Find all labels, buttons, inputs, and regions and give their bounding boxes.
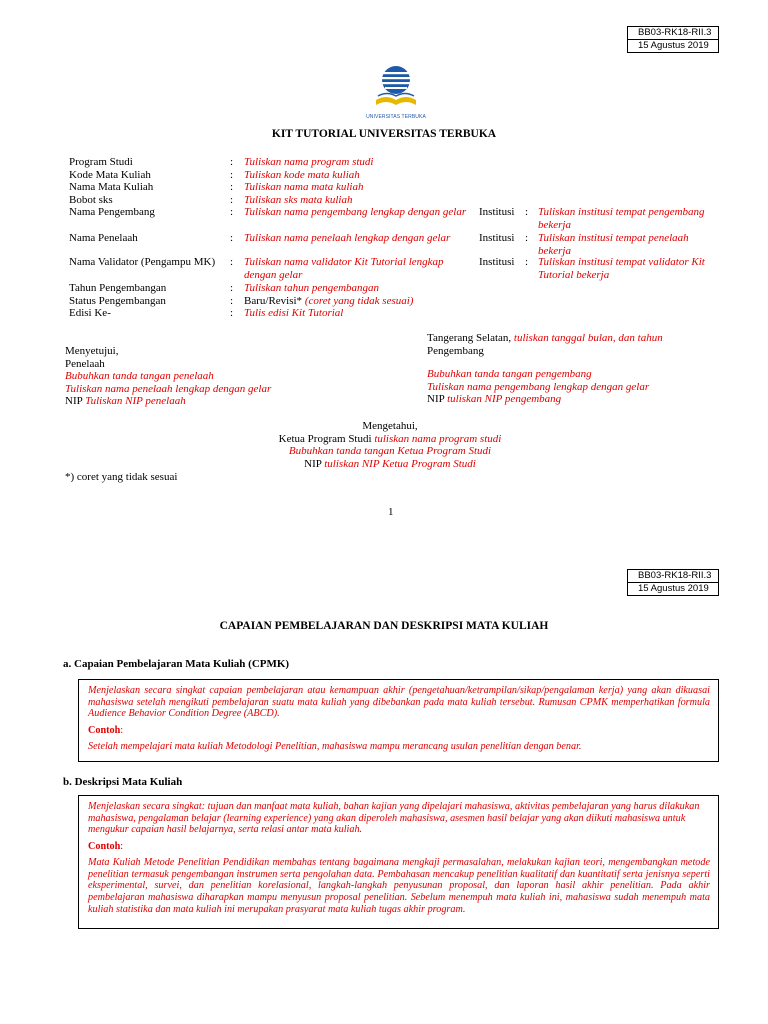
pengembang-nip bbox=[427, 393, 727, 406]
field-value-pengembang: Tuliskan nama pengembang lengkap dengan gelar bbox=[244, 206, 467, 218]
example-label: Contoh bbox=[88, 725, 121, 737]
field-value-edisi: Tulis edisi Kit Tutorial bbox=[244, 307, 344, 319]
pengembang-sign: Bubuhkan tanda tangan pengembang bbox=[427, 368, 592, 381]
field-colon: : bbox=[230, 256, 234, 268]
nip-label: NIP bbox=[65, 395, 83, 408]
document-code: BB03-RK18-RII.3 bbox=[638, 570, 712, 581]
institusi-value-pengembang: Tuliskan institusi tempat pengembang bekerja bbox=[538, 206, 705, 231]
kaprodi-role bbox=[180, 433, 600, 446]
field-colon: : bbox=[525, 232, 529, 244]
penelaah-name: Tuliskan nama penelaah lengkap dengan gelar bbox=[65, 382, 272, 395]
identity-table bbox=[69, 156, 719, 326]
deskripsi-example: Mata Kuliah Metode Penelitian Pendidikan membahas tentang bagaimana mengkaji permasalahan, melakukan kajian teori, mengembangkan metode penelitian termasuk pengembangan instrumen serta pengolahan data. Pembahasan mencakup penelitian kualitatif dan kuantitatif serta jenisnya seperti eksperimental, survei, dan penelitian korelasional, langkah-langkah penyusunan proposal, dan laporan hasil akhir penelitian. Pada akhir pembelajaran mahasiswa diharapkan mampu menyusun proposal penelitian. Sebelum menempuh mata kuliah ini, mahasiswa sudah menempuh mata kuliah statistika dan mata kuliah ini merupakan prasyarat mata kuliah tugas akhir program. bbox=[88, 856, 710, 915]
cpmk-example-label bbox=[88, 725, 710, 737]
pengembang-signature-block bbox=[427, 332, 727, 406]
field-value-bobot-sks: Tuliskan sks mata kuliah bbox=[244, 193, 353, 206]
field-value-tahun: Tuliskan tahun pengembangan bbox=[244, 282, 380, 294]
field-colon: : bbox=[230, 282, 234, 294]
institusi-label: Institusi bbox=[479, 206, 515, 218]
nip-label: NIP bbox=[427, 393, 445, 406]
field-value-penelaah: Tuliskan nama penelaah lengkap dengan gelar bbox=[244, 232, 451, 244]
kaprodi-role-label: Ketua Program Studi bbox=[278, 432, 372, 445]
field-label-validator: Nama Validator (Pengampu MK) bbox=[69, 256, 216, 268]
kaprodi-signature-block bbox=[180, 420, 600, 470]
field-value-nama-mk: Tuliskan nama mata kuliah bbox=[244, 181, 364, 193]
field-colon: : bbox=[230, 181, 234, 193]
document-code-box bbox=[627, 569, 719, 596]
field-label-edisi: Edisi Ke- bbox=[69, 307, 111, 319]
penelaah-nip-value: Tuliskan NIP penelaah bbox=[85, 395, 186, 408]
page2-title: CAPAIAN PEMBELAJARAN DAN DESKRIPSI MATA KULIAH bbox=[219, 620, 549, 632]
cpmk-description: Menjelaskan secara singkat capaian pembelajaran atau kemampuan akhir (pengetahuan/ketrampilan/sikap/pengalaman kerja) yang akan dikuasai mahasiswa setelah mengikuti pembelajaran suatu mata kuliah yang dibebankan pada mata kuliah tersebut. Rumusan CPMK memperhatikan formula Audience Behavior Condition Degree (ABCD). bbox=[88, 685, 710, 720]
logo-text: UNIVERSITAS TERBUKA bbox=[366, 114, 426, 120]
kaprodi-nip-value: tuliskan NIP Ketua Program Studi bbox=[324, 457, 476, 470]
page1-title: KIT TUTORIAL UNIVERSITAS TERBUKA bbox=[271, 128, 497, 140]
pengembang-name: Tuliskan nama pengembang lengkap dengan gelar bbox=[427, 380, 650, 393]
university-logo bbox=[365, 62, 427, 120]
pengembang-role: Pengembang bbox=[427, 344, 484, 357]
pengembang-nip-value: tuliskan NIP pengembang bbox=[447, 393, 562, 406]
page-number: 1 bbox=[388, 506, 394, 518]
place-date bbox=[427, 332, 727, 345]
place: Tangerang Selatan, bbox=[427, 332, 512, 344]
field-value-status bbox=[244, 295, 413, 308]
section-a-heading: a. Capaian Pembelajaran Mata Kuliah (CPMK) bbox=[63, 658, 290, 670]
field-label-bobot-sks: Bobot sks bbox=[69, 193, 113, 206]
footnote: *) coret yang tidak sesuai bbox=[65, 471, 178, 483]
field-label-nama-mk: Nama Mata Kuliah bbox=[69, 181, 154, 193]
field-colon: : bbox=[230, 193, 234, 206]
institusi-value-penelaah: Tuliskan institusi tempat penelaah bekerja bbox=[538, 232, 689, 257]
kaprodi-nip bbox=[180, 458, 600, 471]
field-value-kode-mk: Tuliskan kode mata kuliah bbox=[244, 168, 360, 181]
penelaah-nip bbox=[65, 395, 365, 408]
cpmk-example: Setelah mempelajari mata kuliah Metodologi Penelitian, mahasiswa mampu merancang usulan penelitian dengan benar. bbox=[88, 740, 582, 752]
field-colon: : bbox=[230, 307, 234, 319]
penelaah-role: Penelaah bbox=[65, 357, 105, 370]
document-date: 15 Agustus 2019 bbox=[628, 39, 718, 52]
example-colon: : bbox=[120, 841, 124, 853]
institusi-value-validator: Tuliskan institusi tempat validator Kit Tutorial bekerja bbox=[538, 256, 705, 281]
field-colon: : bbox=[230, 168, 234, 181]
document-code-box bbox=[627, 26, 719, 53]
field-colon: : bbox=[525, 206, 529, 218]
universitas-terbuka-logo-icon bbox=[365, 62, 427, 112]
field-colon: : bbox=[525, 256, 529, 268]
field-label-penelaah: Nama Penelaah bbox=[69, 232, 138, 244]
field-label-tahun: Tahun Pengembangan bbox=[69, 282, 167, 294]
field-colon: : bbox=[230, 206, 234, 218]
status-value: Baru/Revisi* bbox=[244, 294, 303, 307]
document-code: BB03-RK18-RII.3 bbox=[638, 27, 712, 38]
kaprodi-sign: Bubuhkan tanda tangan Ketua Program Studi bbox=[288, 445, 492, 458]
penelaah-sign: Bubuhkan tanda tangan penelaah bbox=[65, 370, 214, 383]
deskripsi-description: Menjelaskan secara singkat: tujuan dan manfaat mata kuliah, bahan kajian yang dipelajari mahasiswa, aktivitas pembelajaran yang harus dilakukan mahasiswa, pengalaman belajar (learning experience) yang akan diperoleh mahasiswa, asesmen hasil belajar yang akan diikuti mahasiswa untuk mengukur capaian hasil belajarnya, serta relasi antar mata kuliah. bbox=[88, 801, 700, 836]
example-colon: : bbox=[120, 725, 124, 737]
field-label-program-studi: Program Studi bbox=[69, 156, 133, 168]
field-value-program-studi: Tuliskan nama program studi bbox=[244, 156, 374, 168]
section-b-heading: b. Deskripsi Mata Kuliah bbox=[63, 776, 183, 788]
know-label: Mengetahui, bbox=[362, 420, 418, 432]
penelaah-signature-block bbox=[65, 345, 365, 408]
status-note: (coret yang tidak sesuai) bbox=[304, 294, 414, 307]
example-label: Contoh bbox=[88, 841, 121, 853]
institusi-label: Institusi bbox=[479, 256, 515, 268]
deskripsi-box bbox=[78, 795, 719, 929]
deskripsi-example-label bbox=[88, 841, 710, 853]
field-colon: : bbox=[230, 156, 234, 168]
agree-label: Menyetujui, bbox=[65, 345, 119, 357]
cpmk-box bbox=[78, 679, 719, 762]
field-label-kode-mk: Kode Mata Kuliah bbox=[69, 168, 151, 181]
field-label-pengembang: Nama Pengembang bbox=[69, 206, 155, 218]
field-value-validator: Tuliskan nama validator Kit Tutorial lengkap dengan gelar bbox=[244, 256, 444, 281]
document-date: 15 Agustus 2019 bbox=[628, 582, 718, 595]
date-placeholder: tuliskan tanggal bulan, dan tahun bbox=[513, 332, 663, 344]
nip-label: NIP bbox=[304, 457, 322, 470]
kaprodi-prodi: tuliskan nama program studi bbox=[374, 432, 502, 445]
field-colon: : bbox=[230, 294, 234, 307]
field-label-status: Status Pengembangan bbox=[69, 294, 166, 307]
field-colon: : bbox=[230, 232, 234, 244]
institusi-label: Institusi bbox=[479, 232, 515, 244]
